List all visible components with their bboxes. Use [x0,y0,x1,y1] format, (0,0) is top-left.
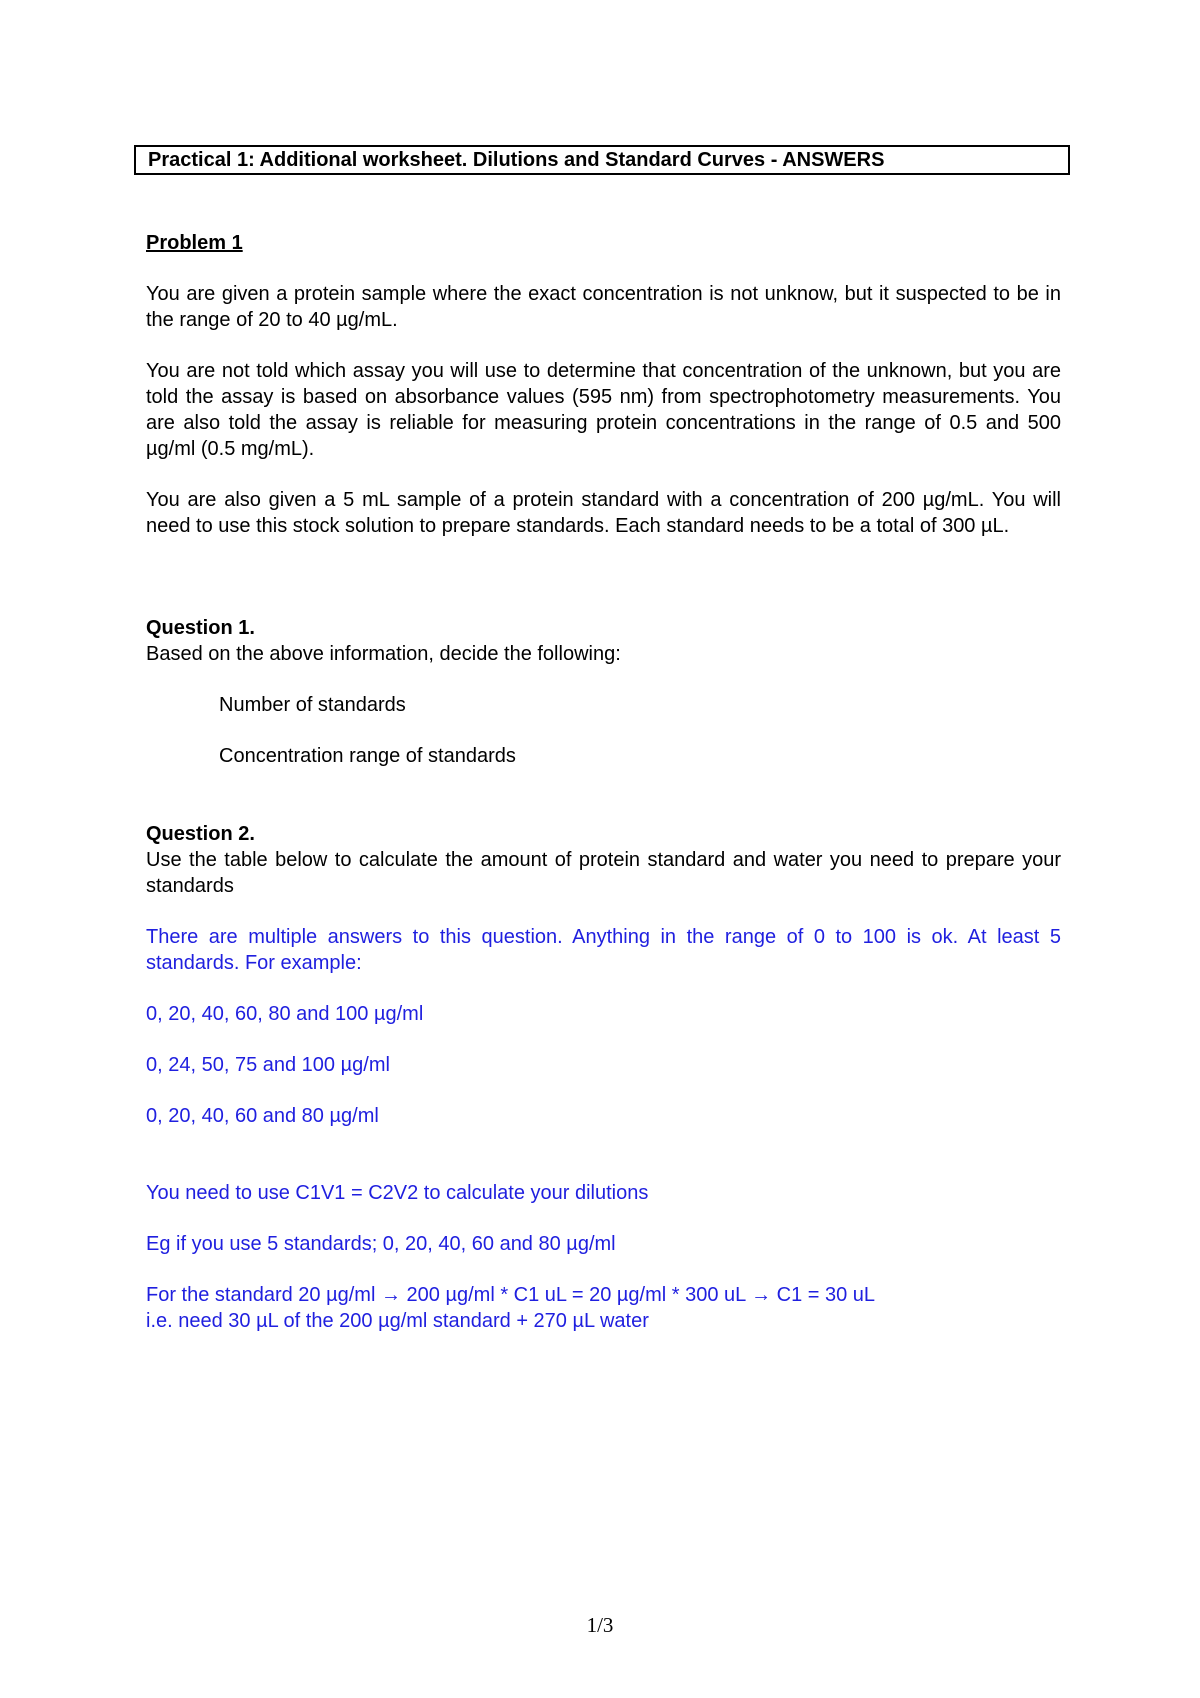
document-title: Practical 1: Additional worksheet. Dilutions and Standard Curves - ANSWERS [134,145,1070,175]
question2-prompt: Use the table below to calculate the amount of protein standard and water you need to prepare your standards [146,849,1061,897]
question1-heading: Question 1. [146,617,255,639]
answer-intro: There are multiple answers to this question. Anything in the range of 0 to 100 is ok. At least 5 standards. For example: [146,926,1061,974]
paragraph-protein-standard: You are also given a 5 mL sample of a protein standard with a concentration of 200 µg/mL. You will need to use this stock solution to prepare standards. Each standard needs to be a total of 300 µL. [146,489,1061,537]
paragraph-assay-info: You are not told which assay you will use to determine that concentration of the unknown, but you are told the assay is based on absorbance values (595 nm) from spectrophotometry measurements. You are also told the assay is reliable for measuring protein concentrations in the range of 0.5 and 500 µg/ml (0.5 mg/mL). [146,360,1061,460]
answer-calc-line-1: For the standard 20 µg/ml → 200 µg/ml * C1 uL = 20 µg/ml * 300 uL → C1 = 30 uL [146,1284,876,1306]
problem-heading: Problem 1 [146,232,243,254]
answer-calc-line-2: i.e. need 30 µL of the 200 µg/ml standard + 270 µL water [146,1310,649,1332]
answer-example-3: 0, 20, 40, 60 and 80 µg/ml [146,1105,379,1127]
question2-heading: Question 2. [146,823,255,845]
paragraph-sample-range: You are given a protein sample where the exact concentration is not unknow, but it suspected to be in the range of 20 to 40 µg/mL. [146,283,1061,331]
answer-eg: Eg if you use 5 standards; 0, 20, 40, 60 and 80 µg/ml [146,1233,616,1255]
question1-prompt: Based on the above information, decide the following: [146,643,621,665]
question1-item-range: Concentration range of standards [219,745,516,767]
question1-item-number: Number of standards [219,694,406,716]
answer-formula: You need to use C1V1 = C2V2 to calculate your dilutions [146,1182,649,1204]
answer-example-1: 0, 20, 40, 60, 80 and 100 µg/ml [146,1003,424,1025]
page-number: 1/3 [586,1613,614,1637]
answer-example-2: 0, 24, 50, 75 and 100 µg/ml [146,1054,390,1076]
